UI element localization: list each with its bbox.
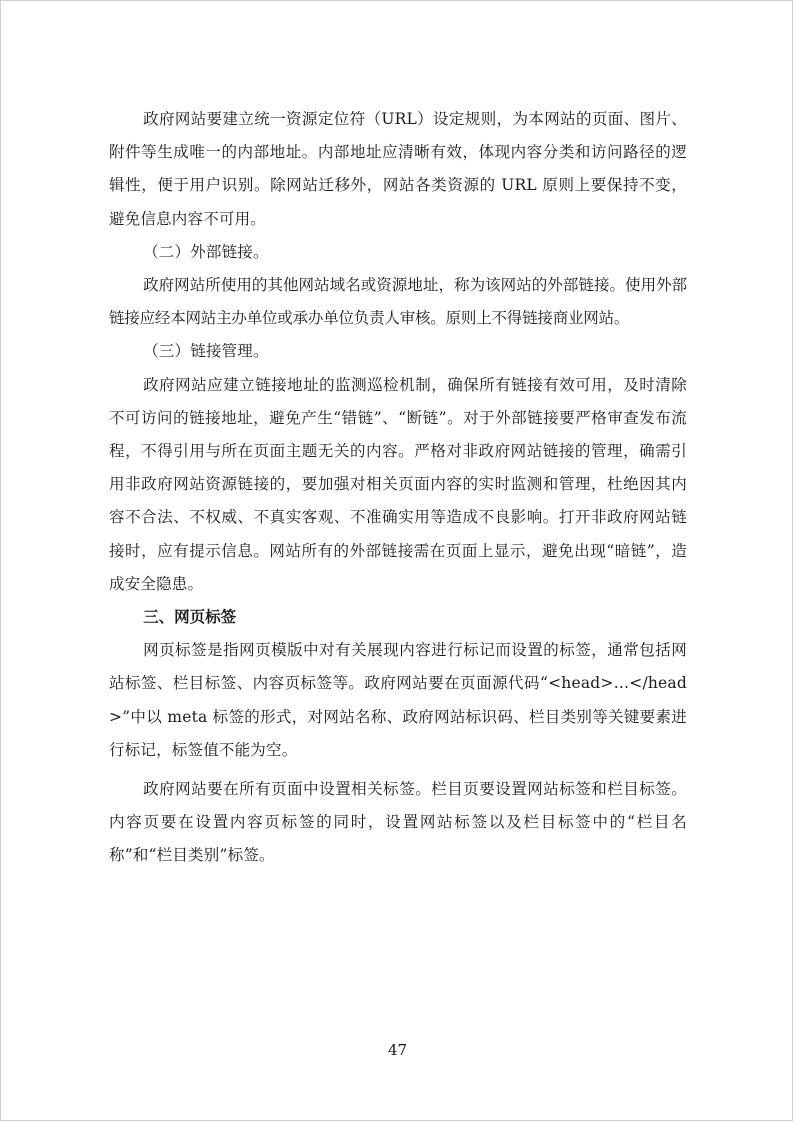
page-number: 47: [387, 1041, 408, 1059]
document-body: [109, 103, 687, 873]
paragraph-tag-settings: 政府网站要在所有页面中设置相关标签。栏目页要设置网站标签和栏目标签。内容页要在设置内容页标签的同时，设置网站标签以及栏目标签中的“栏目名称”和“栏目类别”标签。: [109, 780, 687, 865]
paragraph-web-tags: 网页标签是指网页模版中对有关展现内容进行标记而设置的标签，通常包括网站标签、栏目标签、内容页标签等。政府网站要在页面源代码“<head>…</head>”中以 meta 标签的形式，对网站名称、政府网站标识码、栏目类别等关键要素进行标记，标签值不能为空。: [109, 641, 687, 759]
paragraph-external-links: 政府网站所使用的其他网站域名或资源地址，称为该网站的外部链接。使用外部链接应经本网站主办单位或承办单位负责人审核。原则上不得链接商业网站。: [109, 276, 687, 328]
subheading-external-links: （二）外部链接。: [143, 242, 269, 261]
paragraph-link-management: 政府网站应建立链接地址的监测巡检机制，确保所有链接有效可用，及时清除不可访问的链接地址，避免产生“错链”、“断链”。对于外部链接要严格审查发布流程，不得引用与所在页面主题无关的内容。严格对非政府网站链接的管理，确需引用非政府网站资源链接的，要加强对相关页面内容的实时监测和管理，杜绝因其内容不合法、不权威、不真实客观、不准确实用等造成不良影响。打开非政府网站链接时，应有提示信息。网站所有的外部链接需在页面上显示，避免出现“暗链”，造成安全隐患。: [109, 375, 687, 593]
subheading-link-management: （三）链接管理。: [143, 342, 269, 361]
paragraph-url-rules: 政府网站要建立统一资源定位符（URL）设定规则，为本网站的页面、图片、附件等生成唯一的内部地址。内部地址应清晰有效，体现内容分类和访问路径的逻辑性，便于用户识别。除网站迁移外，网站各类资源的 URL 原则上要保持不变，避免信息内容不可用。: [109, 110, 687, 228]
section-title-web-tags: 三、网页标签: [143, 608, 237, 627]
